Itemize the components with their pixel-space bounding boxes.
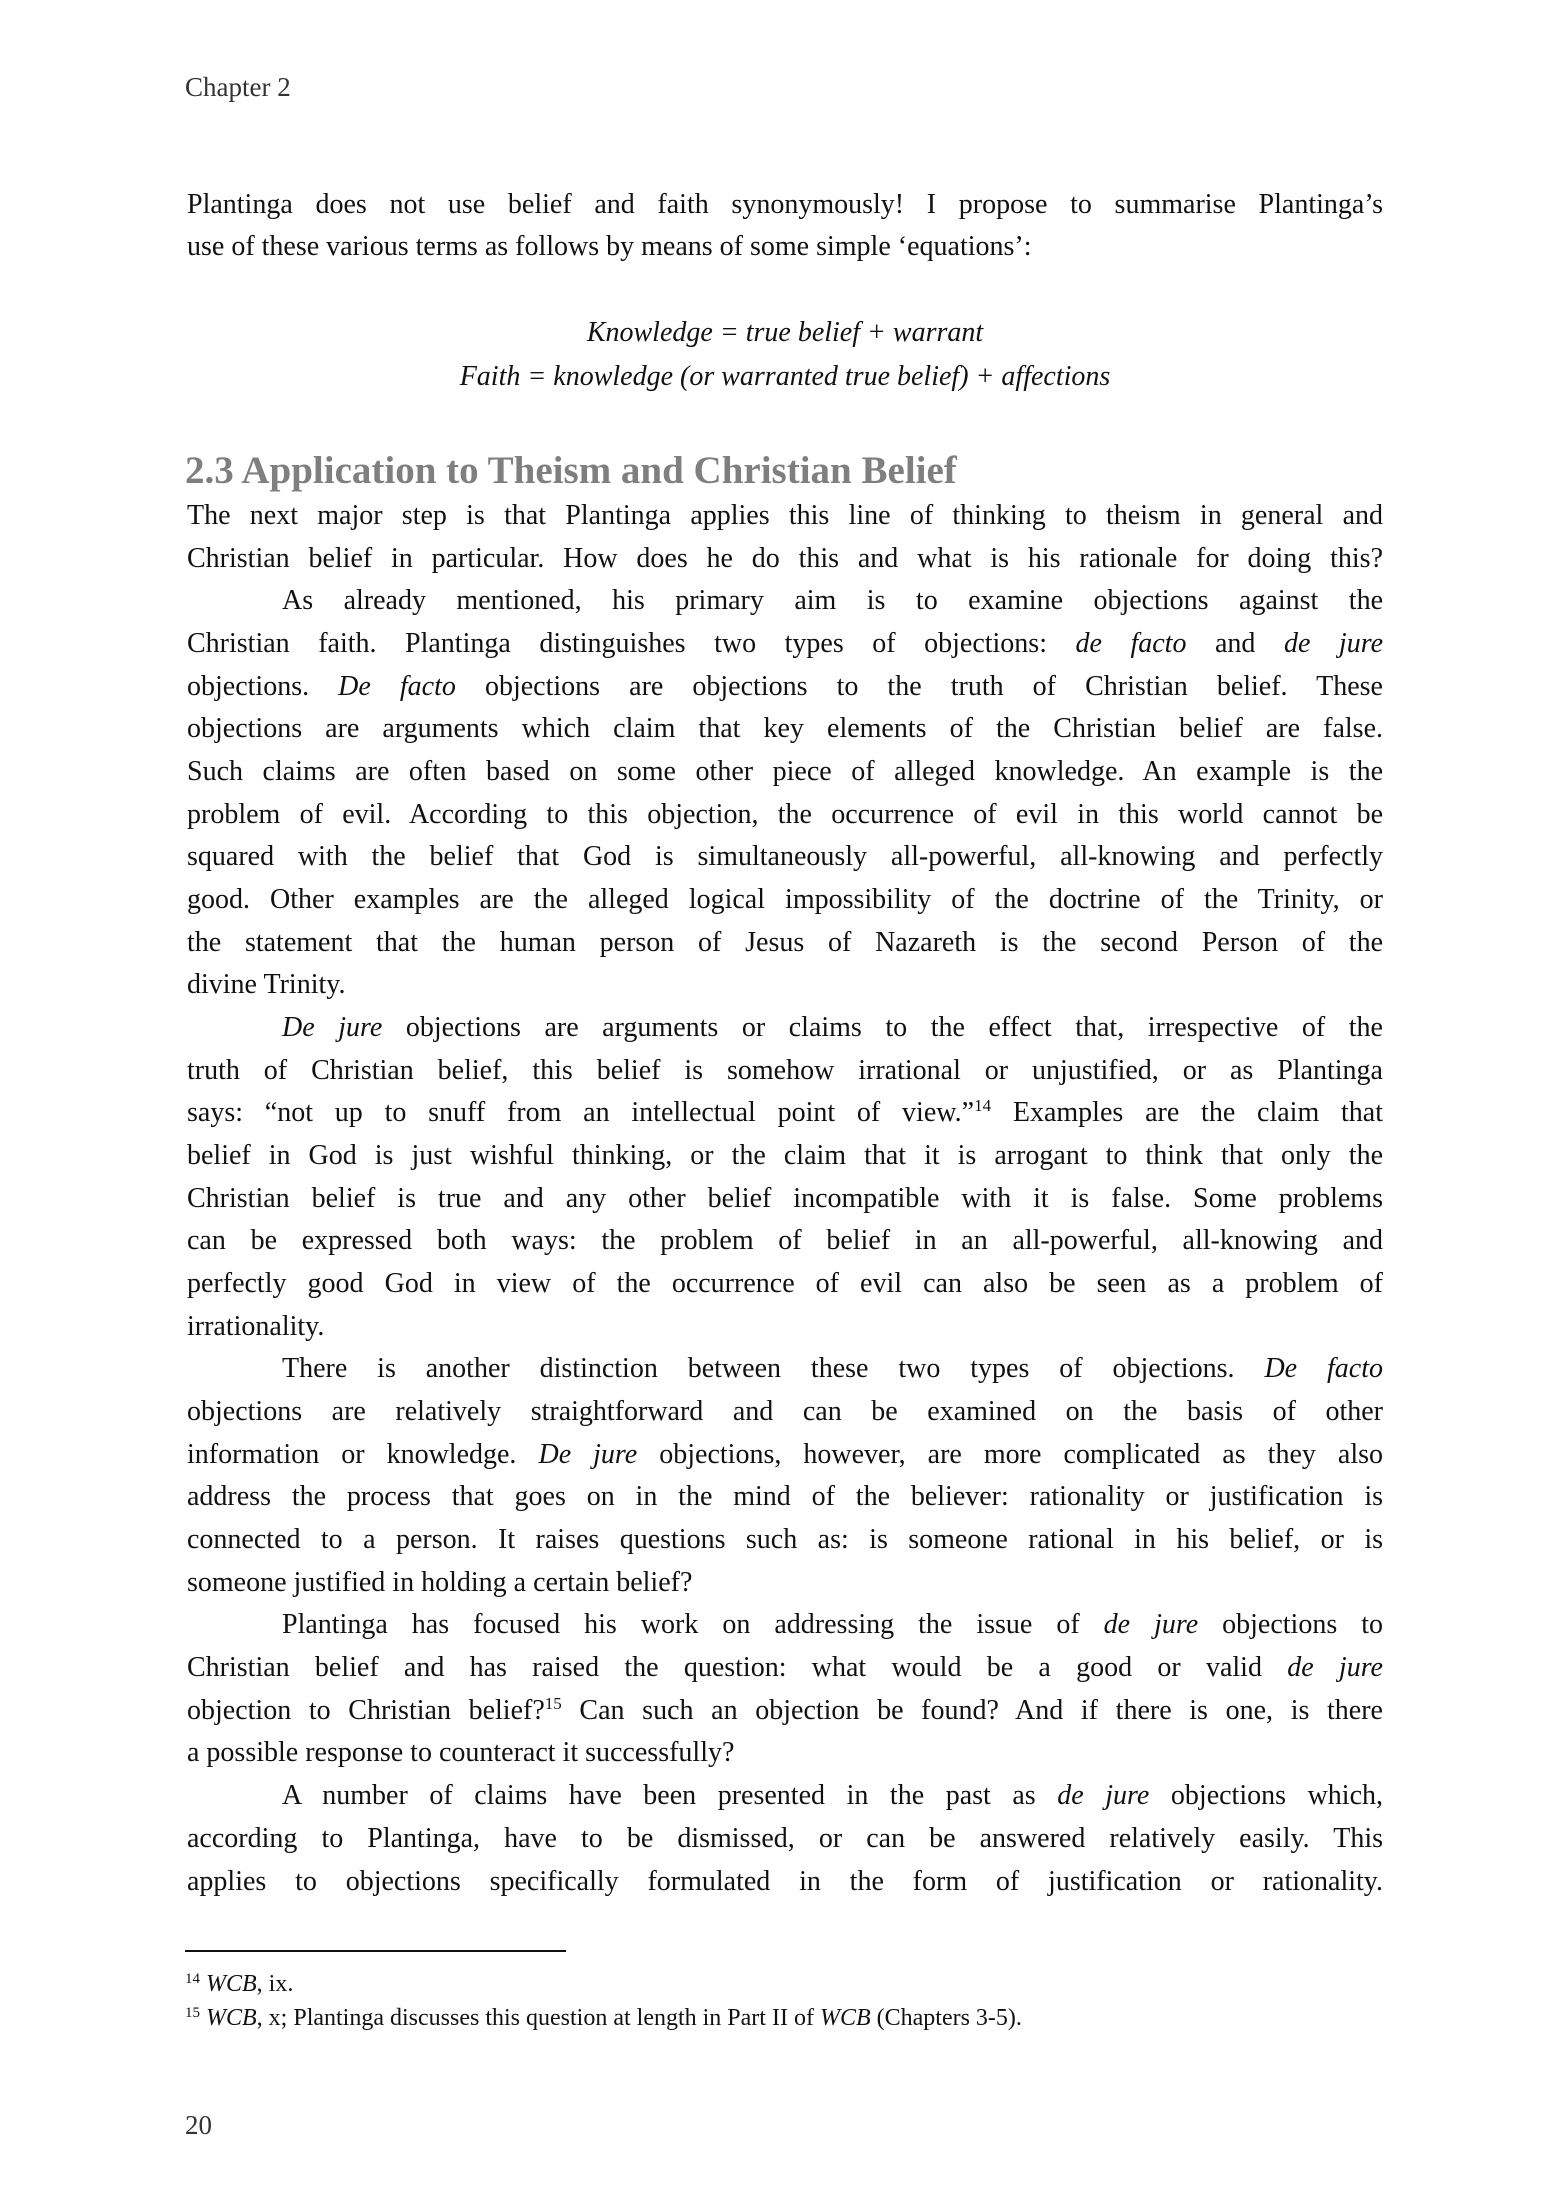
text-line: Plantinga does not use belief and faith synonymously! I propose to summarise Plantinga’s [187,189,1383,220]
footnote-divider [185,1950,566,1952]
text-line: use of these various terms as follows by means of some simple ‘equations’: [187,231,1032,262]
text-line: objections. De facto objections are objections to the truth of Christian belief. These [187,670,1383,702]
text-line: truth of Christian belief, this belief is somehow irrational or unjustified, or as Plantinga [187,1054,1383,1086]
text-line: problem of evil. According to this objection, the occurrence of evil in this world cannot be [187,798,1383,830]
text-line: address the process that goes on in the mind of the believer: rationality or justification is [187,1481,1383,1513]
text-line: objections are relatively straightforward and can be examined on the basis of other [187,1396,1383,1428]
italic-term: de facto [1075,628,1187,660]
text-line: squared with the belief that God is simultaneously all-powerful, all-knowing and perfectly [187,841,1383,873]
text-line: belief in God is just wishful thinking, or the claim that it is arrogant to think that only the [187,1140,1383,1172]
text-line: Christian belief in particular. How does he do this and what is his rationale for doing this? [187,542,1383,574]
italic-term: WCB [819,2005,871,2031]
text-line: a possible response to counteract it successfully? [187,1737,735,1769]
text-line: can be expressed both ways: the problem of belief in an all-powerful, all-knowing and [187,1225,1383,1257]
italic-term: De facto [1264,1353,1383,1385]
text-line: someone justified in holding a certain belief? [187,1566,693,1598]
italic-term: De jure [282,1012,383,1044]
italic-term: WCB [206,1971,257,1997]
text-line: The next major step is that Plantinga applies this line of thinking to theism in general and [187,500,1383,531]
body-text [187,495,1383,1903]
footnote-ref: 15 [185,2005,200,2021]
intro-paragraph [187,184,1383,268]
paragraph [187,1007,1383,1348]
text-line: De jure objections are arguments or claims to the effect that, irrespective of the [282,1012,1383,1044]
footnote: $^{14}$ WCB, ix. [185,1971,294,1997]
footnotes [185,1967,1022,2035]
text-line: Christian faith. Plantinga distinguishes two types of objections: de facto and de jure [187,628,1383,660]
italic-term: WCB [206,2005,257,2031]
running-header: Chapter 2 [185,72,291,102]
text-line: objection to Christian belief?$^{15}$ Can such an objection be found? And if there is one, is there [187,1693,1383,1726]
paragraph [187,580,1383,1007]
text-line: information or knowledge. De jure objections, however, are more complicated as they also [187,1438,1384,1470]
text-line: irrationality. [187,1310,325,1342]
text-line: applies to objections specifically formulated in the form of justification or rationality. [187,1865,1383,1897]
text-line: Christian belief is true and any other belief incompatible with it is false. Some problems [187,1182,1383,1214]
italic-term: de jure [1283,628,1383,660]
italic-term: De jure [538,1438,638,1470]
text-line: the statement that the human person of Jesus of Nazareth is the second Person of the [187,926,1383,958]
footnote: $^{15}$ WCB, x; Plantinga discusses this question at length in Part II of WCB (Chapters 3-5). [185,2005,1022,2031]
text-line: connected to a person. It raises questions such as: is someone rational in his belief, or is [187,1524,1383,1556]
equation-faith: Faith = knowledge (or warranted true belief) + affections [459,361,1111,392]
text-line: Plantinga has focused his work on addressing the issue of de jure objections to [282,1609,1384,1641]
text-line: divine Trinity. [187,969,346,1001]
text-line: says: “not up to snuff from an intellectual point of view.”$^{14}$ Examples are the claim that [187,1096,1384,1129]
equations [187,311,1383,399]
footnote-ref: 15 [544,1693,562,1713]
text-line: according to Plantinga, have to be dismissed, or can be answered relatively easily. This [187,1822,1383,1854]
italic-term: de jure [1103,1609,1199,1641]
text-line: good. Other examples are the alleged logical impossibility of the doctrine of the Trinity, or [187,884,1383,916]
text-line: perfectly good God in view of the occurrence of evil can also be seen as a problem of [187,1268,1383,1300]
text-line: Such claims are often based on some other piece of alleged knowledge. An example is the [187,756,1383,788]
text-line: There is another distinction between these two types of objections. De facto [282,1353,1383,1385]
italic-term: De facto [338,670,456,702]
text-line: A number of claims have been presented in the past as de jure objections which, [282,1780,1383,1812]
footnote-ref: 14 [974,1096,992,1116]
paragraph [187,1348,1383,1604]
page-number: 20 [185,2110,212,2140]
equation-knowledge: Knowledge = true belief + warrant [586,317,984,348]
text-line: As already mentioned, his primary aim is to examine objections against the [282,585,1383,617]
footnote-ref: 14 [185,1971,200,1987]
text-line: objections are arguments which claim that key elements of the Christian belief are false. [187,713,1383,745]
section-heading: 2.3 Application to Theism and Christian Belief [185,449,957,492]
text-line: Christian belief and has raised the question: what would be a good or valid de jure [187,1652,1383,1684]
italic-term: de jure [1057,1780,1150,1812]
paragraph [187,495,1383,580]
paragraph [187,184,1383,268]
paragraph [187,1604,1383,1775]
italic-term: de jure [1287,1652,1383,1684]
paragraph [187,1775,1383,1903]
